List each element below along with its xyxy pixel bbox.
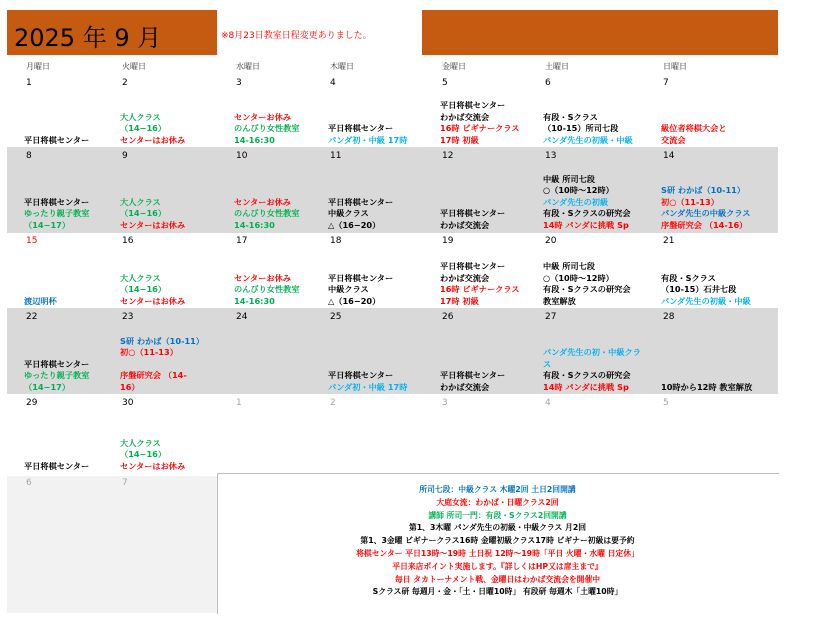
- event-line: 有段・Sクラスの研究会: [543, 284, 631, 294]
- weekday-header: 水曜日: [236, 62, 260, 71]
- page-title: 2025 年 9 月: [14, 24, 162, 52]
- event-line: S研 わかば（10-11）: [661, 185, 746, 195]
- day-number: 24: [236, 312, 248, 322]
- day-cell[interactable]: [234, 394, 342, 472]
- event-line: ○（10時〜12時）: [543, 272, 614, 283]
- day-number: 22: [26, 312, 38, 322]
- day-number: 5: [663, 398, 669, 408]
- event-line: （14−16）: [120, 208, 167, 218]
- info-line: 将棋センター 平日13時〜19時 土日祝 12時〜19時「平日 火曜・水曜 日定休」: [356, 549, 639, 558]
- day-number: 3: [442, 398, 448, 408]
- event-line: センターお休み: [234, 196, 291, 207]
- event-line: △（16−20）: [328, 219, 381, 230]
- day-number: 17: [236, 236, 248, 246]
- day-cell[interactable]: [234, 315, 342, 393]
- day-cell[interactable]: [328, 229, 436, 307]
- event-line: 教室解放: [543, 295, 576, 306]
- event-line: 初○（11-13）: [661, 196, 719, 207]
- empty-area: [7, 476, 217, 613]
- event-line: 平日将棋センター: [24, 358, 90, 369]
- event-line: 中級 所司七段: [543, 173, 595, 184]
- day-number: 23: [122, 312, 134, 322]
- event-line: センターお休み: [234, 272, 291, 283]
- day-cell[interactable]: [120, 394, 228, 472]
- event-line: わかば交流会: [440, 111, 490, 122]
- event-line: パンダ初・中級 17時: [328, 381, 408, 392]
- event-line: パンダ先生の初級: [543, 196, 609, 207]
- event-line: のんびり女性教室: [234, 284, 300, 294]
- event-line: センターはお休み: [120, 219, 186, 230]
- day-number: 1: [236, 398, 242, 408]
- weekday-header: 火曜日: [122, 62, 146, 71]
- event-line: 平日将棋センター: [24, 460, 90, 471]
- day-cell[interactable]: [661, 315, 769, 393]
- event-line: 17時 初級: [440, 134, 479, 145]
- event-line: 平日将棋センター: [440, 261, 506, 271]
- day-number: 10: [236, 151, 248, 161]
- day-cell[interactable]: [661, 394, 769, 472]
- day-cell[interactable]: [661, 229, 769, 307]
- event-line: 有段・Sクラス: [661, 272, 716, 283]
- day-number: 8: [26, 151, 32, 161]
- schedule-change-notice: ※8月23日教室日程変更ありました。: [221, 31, 372, 41]
- day-cell[interactable]: [120, 315, 228, 393]
- day-number: 16: [122, 236, 134, 246]
- day-number: 9: [122, 151, 128, 161]
- info-line: 平日来店ポイント実施します。『詳しくはHP又は席主まで』: [392, 561, 603, 571]
- event-line: センターはお休み: [120, 134, 186, 145]
- day-cell[interactable]: [24, 315, 132, 393]
- event-line: わかば交流会: [440, 381, 490, 392]
- info-line: Sクラス研 毎週月・金・「土・日曜10時」 有段研 毎週木「土曜10時」: [372, 587, 623, 597]
- day-cell[interactable]: [234, 153, 342, 231]
- event-line: ○（10時〜12時）: [543, 185, 614, 195]
- event-line: （10-15）所司七段: [543, 123, 619, 133]
- event-line: のんびり女性教室: [234, 208, 300, 218]
- day-cell[interactable]: [234, 68, 342, 146]
- day-number: 5: [442, 78, 448, 88]
- day-number: 4: [330, 78, 336, 88]
- day-cell[interactable]: [328, 153, 436, 231]
- event-line: 14-16:30: [234, 134, 275, 145]
- day-cell[interactable]: [543, 153, 651, 231]
- day-number: 15: [26, 236, 38, 246]
- weekday-header: 金曜日: [442, 62, 466, 71]
- event-line: （14−16）: [120, 284, 167, 294]
- event-line: 14時 パンダに挑戦 Sp: [543, 219, 629, 230]
- day-number: 7: [122, 478, 128, 488]
- event-line: [120, 359, 228, 371]
- event-line: センターお休み: [234, 111, 291, 122]
- day-number: 14: [663, 151, 675, 161]
- day-cell[interactable]: [543, 68, 651, 146]
- day-number: 7: [663, 78, 669, 88]
- event-line: 平日将棋センター: [440, 370, 506, 380]
- day-number: 3: [236, 78, 242, 88]
- day-number: 2: [330, 398, 336, 408]
- day-cell[interactable]: [440, 315, 548, 393]
- day-cell[interactable]: [24, 153, 132, 231]
- event-line: 有段・Sクラスの研究会: [543, 370, 631, 380]
- day-number: 1: [26, 78, 32, 88]
- event-line: わかば交流会: [440, 272, 490, 283]
- day-cell[interactable]: [543, 315, 651, 393]
- day-number: 25: [330, 312, 342, 322]
- event-line: 渡辺明杯: [24, 295, 57, 306]
- info-line: 第1、3金曜 ビギナークラス16時 金曜初級クラス17時 ビギナー初級は要予約: [360, 536, 635, 546]
- day-number: 18: [330, 236, 342, 246]
- day-number: 2: [122, 78, 128, 88]
- event-line: 平日将棋センター: [328, 196, 394, 207]
- event-line: 16時 ビギナークラス: [440, 284, 520, 294]
- weekday-header: 日曜日: [663, 62, 687, 71]
- event-line: センターはお休み: [120, 295, 186, 306]
- event-line: 16）: [120, 381, 140, 392]
- event-line: 序盤研究会 （14-16）: [661, 219, 748, 230]
- info-line: 講師 所司一門：有段・Sクラス2回開講: [428, 510, 567, 520]
- event-line: （14−17）: [24, 381, 71, 392]
- event-line: ゆったり親子教室: [24, 208, 90, 218]
- event-line: 大人クラス: [120, 111, 161, 122]
- event-line: 中級クラス: [328, 208, 369, 218]
- event-line: 平日将棋センター: [24, 134, 90, 145]
- event-line: わかば交流会: [440, 219, 490, 230]
- day-cell[interactable]: [440, 229, 548, 307]
- event-line: （14−16）: [120, 123, 167, 133]
- day-cell[interactable]: [234, 229, 342, 307]
- event-line: パンダ先生の初級・中級: [661, 295, 751, 306]
- event-line: 10時から12時 教室解放: [661, 381, 753, 392]
- event-line: のんびり女性教室: [234, 123, 300, 133]
- day-cell[interactable]: [120, 229, 228, 307]
- event-line: （10-15）石井七段: [661, 284, 737, 294]
- event-line: 14-16:30: [234, 295, 275, 306]
- day-cell[interactable]: [24, 394, 132, 472]
- event-line: パンダ先生の中級クラス: [661, 208, 751, 218]
- event-line: 平日将棋センター: [328, 123, 394, 133]
- day-cell[interactable]: [440, 68, 548, 146]
- day-cell[interactable]: [328, 68, 436, 146]
- event-line: パンダ初・中級 17時: [328, 134, 408, 145]
- day-number: 20: [545, 236, 557, 246]
- day-cell[interactable]: [328, 315, 436, 393]
- event-line: （14−16）: [120, 449, 167, 459]
- event-line: パンダ先生の初・中級クラ: [543, 347, 641, 357]
- header-banner: [422, 10, 778, 55]
- day-number: 26: [442, 312, 454, 322]
- event-line: 14時 パンダに挑戦 Sp: [543, 381, 629, 392]
- day-number: 28: [663, 312, 675, 322]
- event-line: ゆったり親子教室: [24, 370, 90, 380]
- event-line: 17時 初級: [440, 295, 479, 306]
- event-line: （14−17）: [24, 219, 71, 230]
- day-number: 27: [545, 312, 557, 322]
- event-line: 初○（11-13）: [120, 347, 178, 357]
- event-line: ス: [543, 358, 552, 369]
- day-cell[interactable]: [120, 68, 228, 146]
- info-line: 毎日 タカトーナメント戦、金曜日はわかば交流会を開催中: [394, 574, 601, 584]
- day-number: 19: [442, 236, 454, 246]
- day-cell[interactable]: [24, 229, 132, 307]
- day-number: 11: [330, 151, 342, 161]
- day-number: 6: [545, 78, 551, 88]
- day-cell[interactable]: [543, 394, 651, 472]
- info-line: 所司七段：中級クラス 木曜2回 土日2回開講: [419, 485, 576, 494]
- event-line: 平日将棋センター: [328, 272, 394, 283]
- event-line: S研 わかば（10-11）: [120, 335, 205, 346]
- day-number: 12: [442, 151, 454, 161]
- day-cell[interactable]: [440, 394, 548, 472]
- event-line: 有段・Sクラスの研究会: [543, 208, 631, 218]
- weekday-header: 月曜日: [26, 62, 50, 71]
- info-line: 第1、3木曜 パンダ先生の初級・中級クラス 月2回: [408, 523, 587, 533]
- event-line: 有段・Sクラス: [543, 111, 598, 122]
- day-cell[interactable]: [661, 153, 769, 231]
- day-number: 21: [663, 236, 675, 246]
- day-number: 6: [26, 478, 32, 488]
- day-cell[interactable]: [440, 153, 548, 231]
- weekday-header: 木曜日: [330, 62, 354, 71]
- event-line: 大人クラス: [120, 272, 161, 283]
- day-cell[interactable]: [24, 68, 132, 146]
- event-line: 大人クラス: [120, 437, 161, 448]
- day-number: 4: [545, 398, 551, 408]
- day-cell[interactable]: [543, 229, 651, 307]
- event-line: 14-16:30: [234, 219, 275, 230]
- event-line: 中級クラス: [328, 284, 369, 294]
- day-number: 29: [26, 398, 38, 408]
- info-line: 大庭女流：わかば・日曜クラス2回: [436, 497, 559, 507]
- event-line: 16時 ビギナークラス: [440, 123, 520, 133]
- event-line: △（16−20）: [328, 295, 381, 306]
- event-line: 平日将棋センター: [328, 370, 394, 380]
- day-number: 30: [122, 398, 134, 408]
- event-line: 序盤研究会 （14-: [120, 370, 187, 380]
- event-line: 平日将棋センター: [24, 196, 90, 207]
- weekday-header: 土曜日: [545, 62, 569, 71]
- day-cell[interactable]: [328, 394, 436, 472]
- event-line: センターはお休み: [120, 460, 186, 471]
- day-cell[interactable]: [661, 68, 769, 146]
- event-line: 平日将棋センター: [440, 208, 506, 218]
- event-line: 交流会: [661, 134, 686, 145]
- day-cell[interactable]: [120, 153, 228, 231]
- event-line: 級位者将棋大会と: [661, 123, 727, 133]
- event-line: 大人クラス: [120, 196, 161, 207]
- event-line: 中級 所司七段: [543, 261, 595, 271]
- event-line: 平日将棋センター: [440, 100, 506, 110]
- day-number: 13: [545, 151, 557, 161]
- event-line: パンダ先生の初級・中級: [543, 134, 633, 145]
